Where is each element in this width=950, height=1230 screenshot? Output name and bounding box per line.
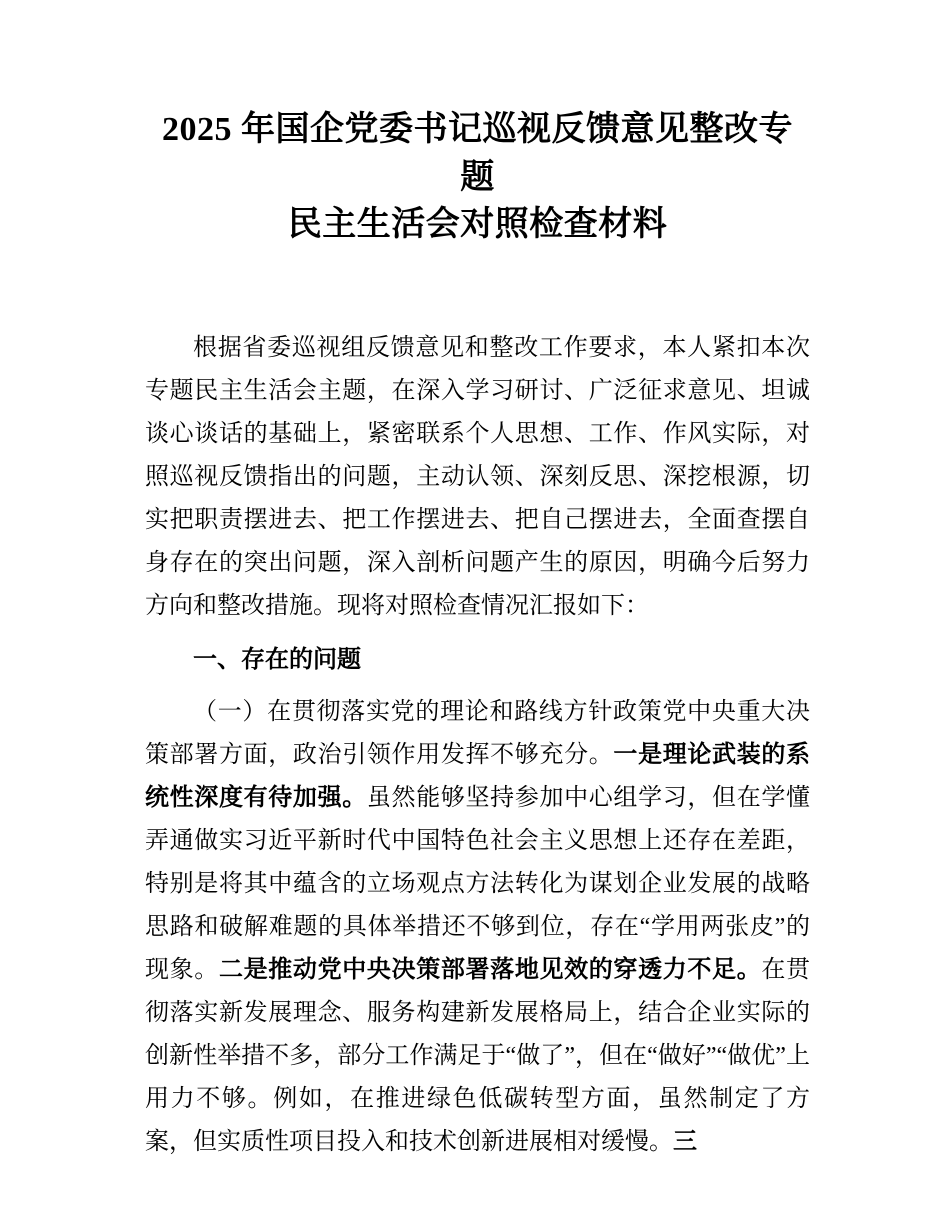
text-segment: 在贯彻落实新发展理念、服务构建新发展格局上，结合企业实际的创新性举措不多，部分工作满足于“做了”，但在“做好”“做优”上用力不够。例如，在推进绿色低碳转型方面，虽然制定了方案，但实质性项目投入和技术创新进展相对缓慢。 — [145, 956, 811, 1155]
document-title-line-1: 2025 年国企党委书记巡视反馈意见整改专题 — [162, 111, 793, 196]
text-segment: 虽然能够坚持参加中心组学习，但在学懂弄通做实习近平新时代中国特色社会主义思想上还存在差距，特别是将其中蕴含的立场观点方法转化为谋划企业发展的战略思路和破解难题的具体举措还不够到位，存在“学用两张皮”的现象。 — [145, 784, 811, 983]
text-segment: 三 — [673, 1128, 697, 1155]
intro-paragraph — [145, 327, 810, 628]
text-segment: 根据省委巡视组反馈意见和整改工作要求，本人紧扣本次专题民主生活会主题，在深入学习研讨、广泛征求意见、坦诚谈心谈话的基础上，紧密联系个人思想、工作、作风实际，对照巡视反馈指出的问题，主动认领、深刻反思、深挖根源，切实把职责摆进去、把工作摆进去、把自己摆进去，全面查摆自身存在的突出问题，深入剖析问题产生的原因，明确今后努力方向和整改措施。现将对照检查情况汇报如下： — [145, 334, 810, 619]
text-segment: 二是推动党中央决策部署落地见效的穿透力不足。 — [218, 956, 762, 983]
problems-paragraph-1 — [145, 691, 810, 1164]
document-body — [145, 327, 810, 1164]
document-title-line-2: 民主生活会对照检查材料 — [287, 206, 668, 244]
section-heading-problems — [145, 638, 810, 681]
text-segment: （一）在贯彻落实党的理论和路线方针政策党中央重大决策部署方面，政治引领作用发挥不够充分。 — [145, 698, 810, 768]
document-title — [145, 106, 810, 249]
text-segment: 一、存在的问题 — [193, 645, 361, 673]
text-segment: 一是理论武装的系统性深度有待加强。 — [145, 741, 810, 811]
